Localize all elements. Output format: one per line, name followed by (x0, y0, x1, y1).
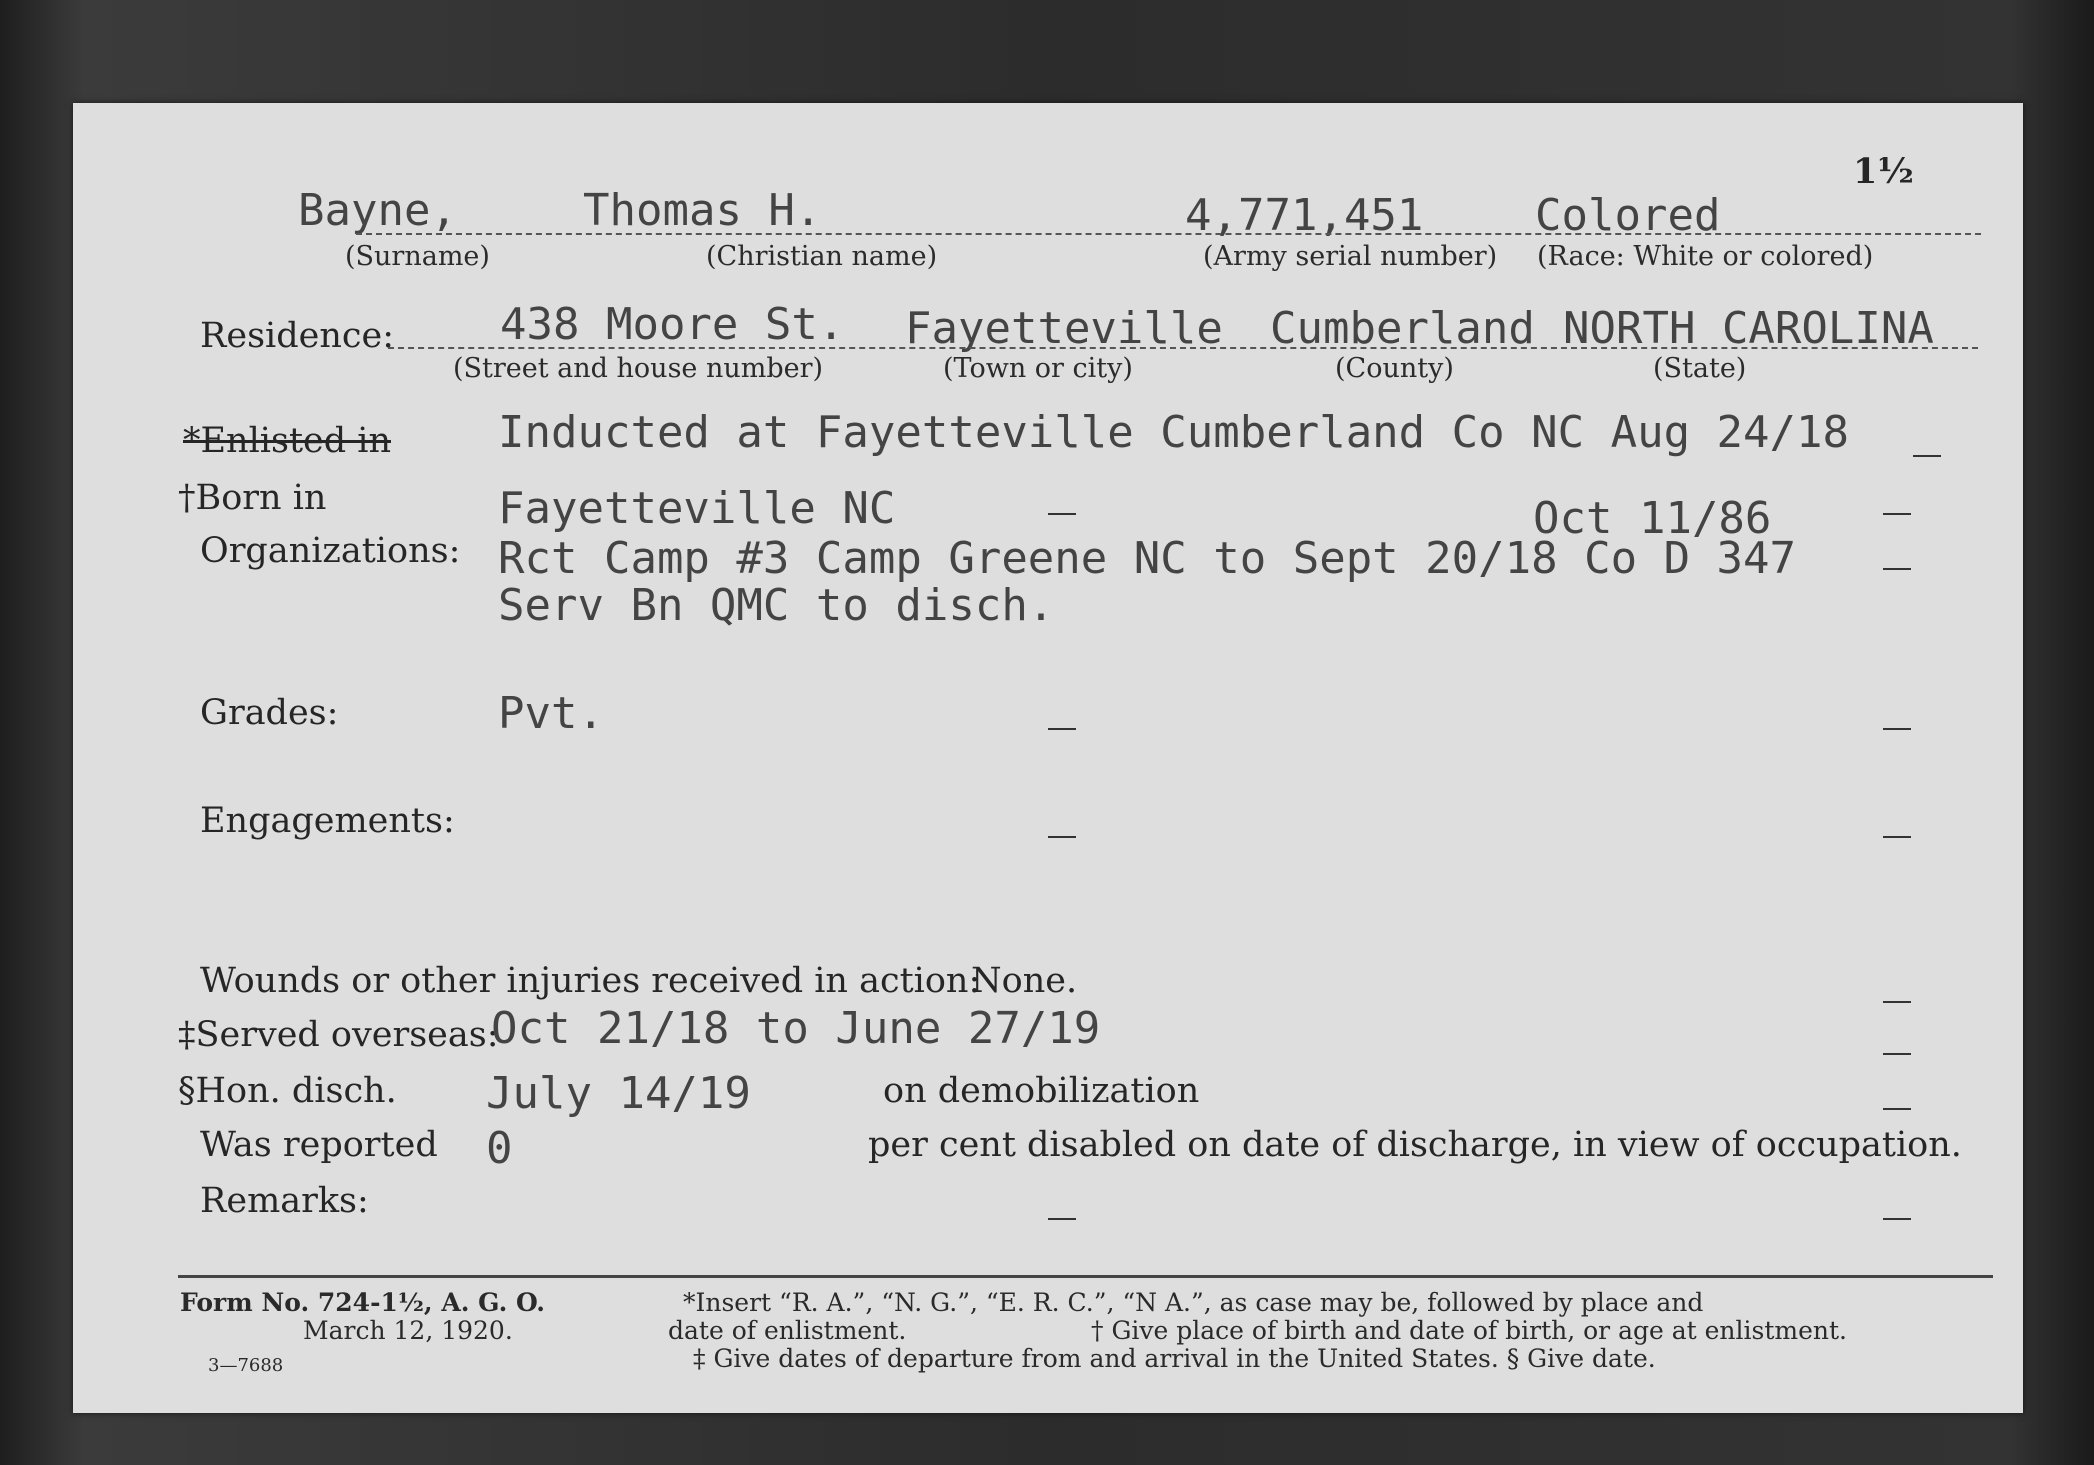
residence-town: Fayetteville (905, 303, 1223, 354)
hon-disch-reason: on demobilization (883, 1071, 1200, 1111)
organizations-line-1: Rct Camp #3 Camp Greene NC to Sept 20/18 Co D 347 (498, 533, 1797, 584)
grades-label: Grades: (200, 693, 339, 733)
born-date: Oct 11/86 (1533, 493, 1772, 544)
footnote-2b: † Give place of birth and date of birth, or age at enlistment. (1091, 1316, 1847, 1345)
enlisted-label: *Enlisted in (183, 421, 391, 461)
was-reported-suffix: per cent disabled on date of discharge, in view of occupation. (868, 1125, 1962, 1165)
wounds-label: Wounds or other injuries received in action: (200, 961, 981, 1001)
served-overseas-label: ‡Served overseas: (178, 1015, 499, 1055)
organizations-line-2: Serv Bn QMC to disch. (498, 580, 1055, 631)
hon-disch-dash (1883, 1108, 1911, 1110)
footnote-2a: date of enlistment. (668, 1316, 907, 1345)
organizations-label: Organizations: (200, 531, 461, 571)
footnote-3: ‡ Give dates of departure from and arrival in the United States. § Give date. (693, 1344, 1656, 1373)
footnote-1: *Insert “R. A.”, “N. G.”, “E. R. C.”, “N A.”, as case may be, followed by place and (683, 1288, 1704, 1317)
christian-name-caption: (Christian name) (706, 241, 938, 272)
remarks-label: Remarks: (200, 1181, 369, 1221)
born-dash-mid (1048, 513, 1076, 515)
county-caption: (County) (1335, 353, 1454, 384)
overseas-dash (1883, 1053, 1911, 1055)
form-date: March 12, 1920. (303, 1316, 513, 1345)
was-reported-value: 0 (486, 1123, 513, 1174)
residence-street: 438 Moore St. (500, 299, 845, 350)
form-number: Form No. 724-1½, A. G. O. (180, 1288, 546, 1317)
born-label: †Born in (178, 478, 327, 518)
served-overseas-value: Oct 21/18 to June 27/19 (491, 1003, 1101, 1054)
residence-state: NORTH CAROLINA (1563, 303, 1934, 354)
engagements-dash-mid (1048, 836, 1076, 838)
surname-value: Bayne, (298, 185, 457, 236)
race-caption: (Race: White or colored) (1537, 241, 1874, 272)
enlisted-value: Inducted at Fayetteville Cumberland Co NC Aug 24/18 (498, 407, 1850, 458)
born-dash-right (1883, 513, 1911, 515)
residence-label: Residence: (200, 316, 394, 356)
draft-record-card (73, 103, 2023, 1413)
serial-number-caption: (Army serial number) (1203, 241, 1498, 272)
town-caption: (Town or city) (943, 353, 1133, 384)
was-reported-label: Was reported (200, 1125, 438, 1165)
street-caption: (Street and house number) (453, 353, 824, 384)
wounds-value: None. (971, 961, 1078, 1001)
engagements-label: Engagements: (200, 801, 455, 841)
race-value: Colored (1535, 190, 1721, 241)
serial-number-value: 4,771,451 (1185, 190, 1424, 241)
hon-disch-label: §Hon. disch. (178, 1071, 397, 1111)
footer-rule (178, 1275, 1993, 1278)
header-dotted-line (356, 233, 1981, 235)
grades-dash-mid (1048, 728, 1076, 730)
grades-value: Pvt. (498, 688, 604, 739)
grades-dash-right (1883, 728, 1911, 730)
organizations-dash (1883, 568, 1911, 570)
hon-disch-date: July 14/19 (486, 1068, 751, 1119)
surname-caption: (Surname) (345, 241, 490, 272)
state-caption: (State) (1653, 353, 1747, 384)
residence-county: Cumberland (1270, 303, 1535, 354)
engagements-dash-right (1883, 836, 1911, 838)
card-number: 1½ (1853, 151, 1914, 192)
print-code: 3—7688 (208, 1355, 284, 1376)
residence-dotted-line (388, 347, 1978, 349)
born-place: Fayetteville NC (498, 483, 896, 534)
enlisted-dash (1913, 455, 1941, 457)
remarks-dash-right (1883, 1218, 1911, 1220)
wounds-dash (1883, 1001, 1911, 1003)
christian-name-value: Thomas H. (583, 185, 822, 236)
remarks-dash-mid (1048, 1218, 1076, 1220)
